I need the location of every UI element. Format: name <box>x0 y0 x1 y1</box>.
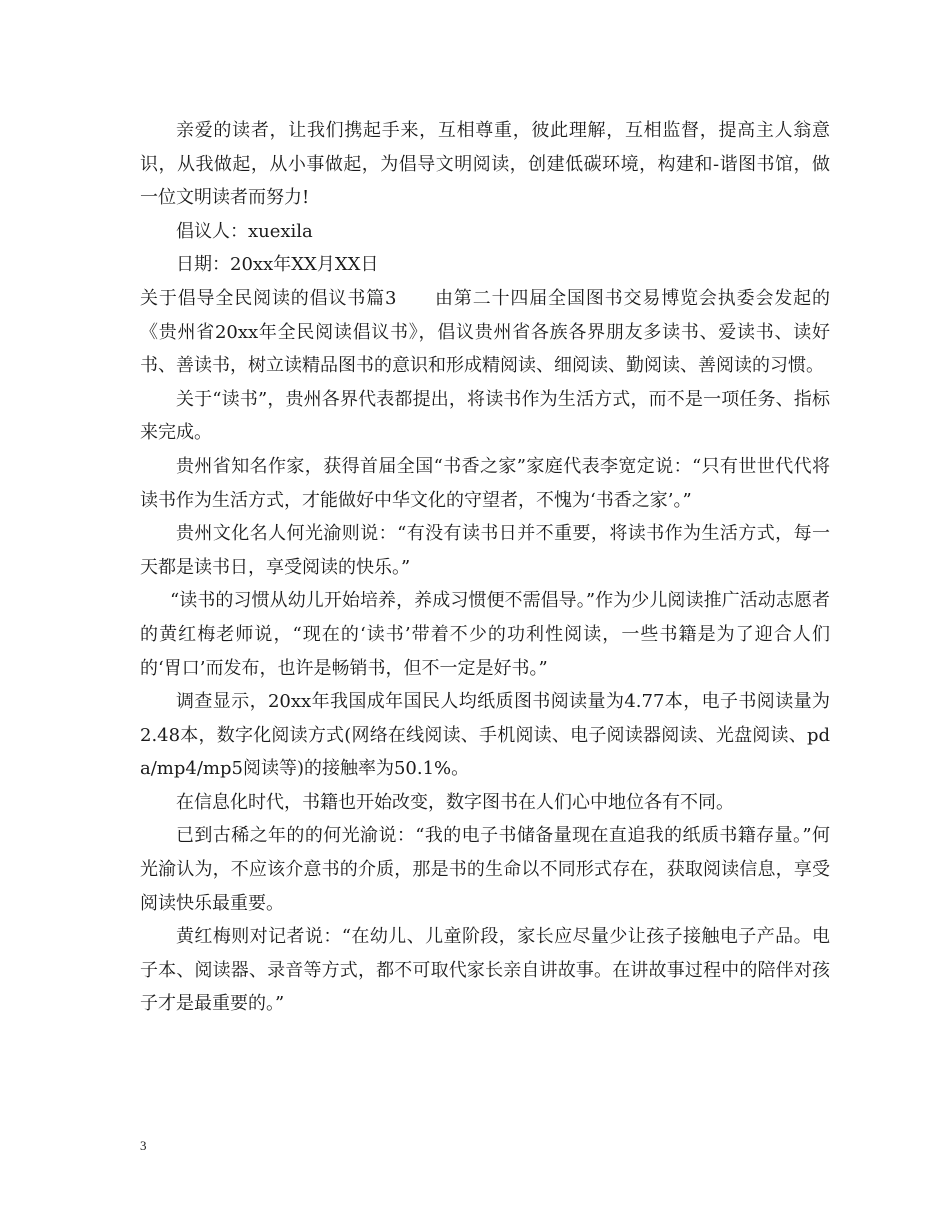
paragraph-date: 日期：20xx年XX月XX日 <box>176 254 379 276</box>
paragraph-section-3-intro: 关于倡导全民阅读的倡议书篇3 由第二十四届全国图书交易博览会执委会发起的《贵州省20xx年全民阅读倡议书》，倡议贵州省各族各界朋友多读书、爱读书、读好书、善读书，树立读精品图书的意识和形成精阅读、细阅读、勤阅读、善阅读的习惯。 <box>140 287 830 377</box>
paragraph-huang-hongmei-quote: “读书的习惯从幼儿开始培养，养成习惯便不需倡导。”作为少儿阅读推广活动志愿者的黄红梅老师说，“现在的‘读书’带着不少的功利性阅读，一些书籍是为了迎合人们的‘胃口’而发布，也许是畅销书，但不一定是好书。” <box>140 590 830 679</box>
paragraph-ebook-storage: 已到古稀之年的的何光渝说：“我的电子书储备量现在直追我的纸质书籍存量。”何光渝认为，不应该介意书的介质，那是书的生命以不同形式存在，获取阅读信息，享受阅读快乐最重要。 <box>140 825 830 914</box>
paragraph-he-guangyu-quote: 贵州文化名人何光渝则说：“有没有读书日并不重要，将读书作为生活方式，每一天都是读书日，享受阅读的快乐。” <box>140 523 830 578</box>
paragraph-closing-appeal: 亲爱的读者，让我们携起手来，互相尊重，彼此理解，互相监督，提高主人翁意识，从我做起，从小事做起，为倡导文明阅读，创建低碳环境，构建和-谐图书馆，做一位文明读者而努力! <box>140 120 830 209</box>
paragraph-about-reading: 关于“读书”，贵州各界代表都提出，将读书作为生活方式，而不是一项任务、指标来完成。 <box>140 388 830 444</box>
paragraph-initiator: 倡议人：xuexila <box>176 220 313 242</box>
paragraph-survey: 调查显示，20xx年我国成年国民人均纸质图书阅读量为4.77本，电子书阅读量为2.48本，数字化阅读方式(网络在线阅读、手机阅读、电子阅读器阅读、光盘阅读、pda/mp4/mp5阅读等)的接触率为50.1%。 <box>140 691 830 780</box>
paragraph-information-age: 在信息化时代，书籍也开始改变，数字图书在人们心中地位各有不同。 <box>176 791 734 813</box>
paragraph-childhood-reading: 黄红梅则对记者说：“在幼儿、儿童阶段，家长应尽量少让孩子接触电子产品。电子本、阅读器、录音等方式，都不可取代家长亲自讲故事。在讲故事过程中的陪伴对孩子才是最重要的。” <box>140 926 830 1015</box>
paragraph-li-kuanding-quote: 贵州省知名作家，获得首届全国“书香之家”家庭代表李宽定说：“只有世世代代将读书作为生活方式，才能做好中华文化的守望者，不愧为‘书香之家’。” <box>140 455 830 511</box>
page-number: 3 <box>140 1138 147 1153</box>
document-body <box>140 114 830 1021</box>
